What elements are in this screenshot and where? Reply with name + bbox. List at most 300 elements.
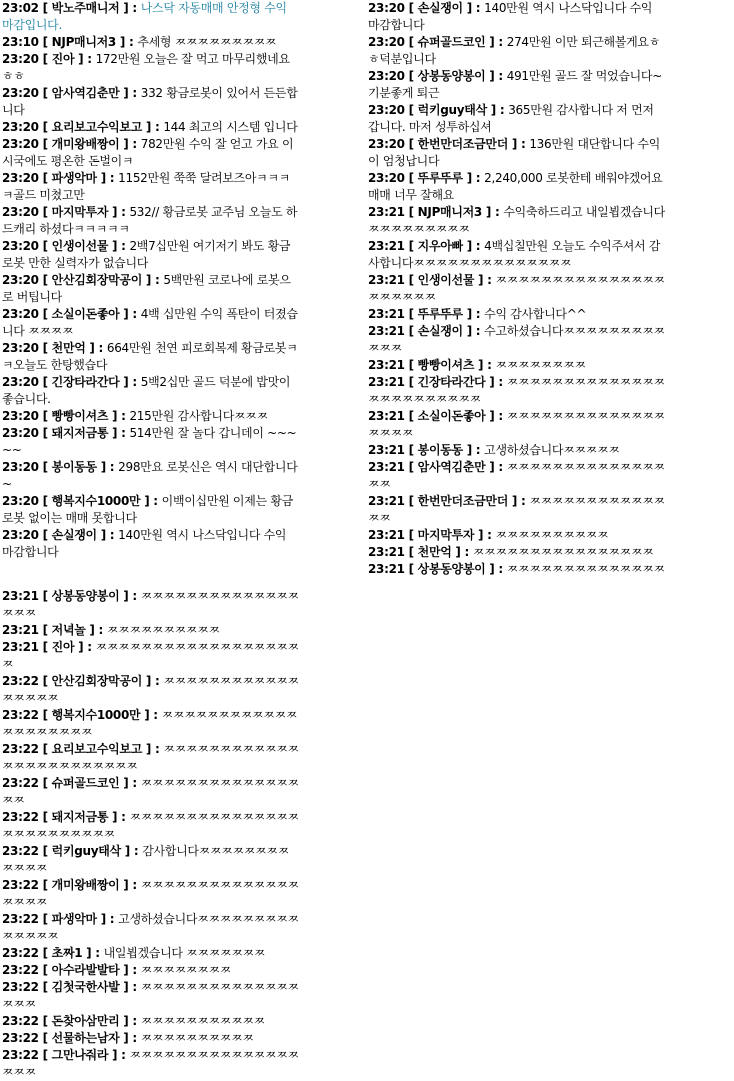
message-nickname[interactable]: 그만나줘라 bbox=[51, 1048, 109, 1062]
nick-close-bracket: ] : bbox=[142, 120, 164, 134]
nick-open-bracket: [ bbox=[404, 307, 418, 321]
message-text: 136만원 대단합니다 수익이 엄청납니다 bbox=[368, 137, 660, 168]
message-time: 23:20 bbox=[2, 137, 39, 151]
chat-log-panel-1[interactable] bbox=[0, 0, 302, 559]
nick-open-bracket: [ bbox=[38, 52, 52, 66]
message-nickname[interactable]: 진아 bbox=[51, 640, 75, 654]
message-time: 23:22 bbox=[2, 810, 39, 824]
chat-message bbox=[2, 622, 300, 639]
message-nickname[interactable]: 안산김회장막공이 bbox=[51, 674, 142, 688]
message-nickname[interactable]: 뚜루뚜루 bbox=[417, 171, 463, 185]
nick-close-bracket: ] : bbox=[108, 205, 130, 219]
nick-close-bracket: ] : bbox=[474, 358, 496, 372]
chat-message bbox=[368, 0, 666, 34]
nick-open-bracket: [ bbox=[38, 912, 52, 926]
message-text: 664만원 천연 피로회복제 황금로봇ㅋㅋ오늘도 한탕했습다 bbox=[2, 341, 298, 372]
nick-open-bracket: [ bbox=[38, 878, 52, 892]
message-nickname[interactable]: 긴장타라간다 bbox=[417, 375, 486, 389]
chat-message bbox=[2, 85, 300, 119]
message-nickname[interactable]: 김첫국한사발 bbox=[51, 980, 120, 994]
chat-message bbox=[2, 119, 300, 136]
nick-open-bracket: [ bbox=[38, 946, 52, 960]
nick-open-bracket: [ bbox=[404, 460, 418, 474]
message-time: 23:21 bbox=[368, 358, 405, 372]
nick-close-bracket: ] : bbox=[108, 409, 130, 423]
message-time: 23:21 bbox=[368, 239, 405, 253]
message-text: ㅉㅉㅉㅉㅉㅉㅉㅉㅉㅉㅉㅉㅉㅉㅉㅉㅉㅉㅉㅉㅉㅉㅉㅉ bbox=[2, 742, 299, 773]
message-time: 23:20 bbox=[2, 426, 39, 440]
nick-open-bracket: [ bbox=[404, 1, 418, 15]
nick-open-bracket: [ bbox=[38, 307, 52, 321]
message-text: ㅉㅉㅉㅉㅉㅉㅉㅉ bbox=[495, 358, 586, 372]
chat-message bbox=[2, 877, 300, 911]
message-time: 23:20 bbox=[368, 103, 405, 117]
nick-close-bracket: ] : bbox=[108, 426, 130, 440]
chat-message bbox=[2, 1047, 300, 1081]
message-time: 23:22 bbox=[2, 912, 39, 926]
nick-open-bracket: [ bbox=[38, 341, 52, 355]
chat-message bbox=[2, 425, 300, 459]
nick-open-bracket: [ bbox=[38, 205, 52, 219]
chat-message bbox=[2, 340, 300, 374]
message-nickname[interactable]: 파생악마 bbox=[51, 171, 97, 185]
chat-message bbox=[2, 204, 300, 238]
nick-open-bracket: [ bbox=[404, 239, 418, 253]
message-nickname[interactable]: 슈퍼골드코인 bbox=[51, 776, 120, 790]
chat-log-panel-3[interactable] bbox=[0, 588, 302, 1079]
message-text: ㅉㅉㅉㅉㅉㅉㅉㅉㅉㅉㅉㅉㅉㅉㅉㅉㅉㅉ bbox=[2, 1048, 299, 1079]
message-text: ㅉㅉㅉㅉㅉㅉㅉㅉㅉㅉㅉㅉㅉㅉㅉㅉㅉ bbox=[2, 589, 299, 620]
message-time: 23:22 bbox=[2, 963, 39, 977]
chat-message bbox=[368, 442, 666, 459]
chat-message bbox=[368, 544, 666, 561]
chat-message bbox=[368, 34, 666, 68]
message-nickname[interactable]: 빵빵이셔츠 bbox=[417, 358, 475, 372]
message-time: 23:20 bbox=[2, 460, 39, 474]
message-nickname[interactable]: 지우아빠 bbox=[417, 239, 463, 253]
message-nickname[interactable]: 빵빵이셔츠 bbox=[51, 409, 109, 423]
message-text: 5백만원 코로나에 로봇으로 버팁니다 bbox=[2, 273, 291, 304]
message-nickname[interactable]: 암사역김춘만 bbox=[51, 86, 120, 100]
message-time: 23:20 bbox=[2, 494, 39, 508]
message-text: ㅉㅉㅉㅉㅉㅉㅉㅉㅉㅉㅉㅉㅉㅉㅉㅉㅉㅉㅉㅉㅉㅉㅉㅉㅉ bbox=[2, 810, 299, 841]
message-nickname[interactable]: 손실쟁이 bbox=[417, 1, 463, 15]
chat-message bbox=[2, 809, 300, 843]
chat-message bbox=[2, 962, 300, 979]
message-time: 23:20 bbox=[2, 375, 39, 389]
chat-message bbox=[2, 170, 300, 204]
chat-message-list bbox=[366, 0, 668, 578]
nick-open-bracket: [ bbox=[38, 239, 52, 253]
message-nickname[interactable]: 요리보고수익보고 bbox=[51, 742, 142, 756]
message-nickname[interactable]: 천만억 bbox=[417, 545, 452, 559]
nick-open-bracket: [ bbox=[404, 443, 418, 457]
message-time: 23:20 bbox=[2, 307, 39, 321]
chat-message bbox=[368, 136, 666, 170]
message-nickname[interactable]: 슈퍼골드코인 bbox=[417, 35, 486, 49]
nick-close-bracket: ] : bbox=[119, 137, 141, 151]
chat-message bbox=[2, 34, 300, 51]
message-text: 782만원 수익 잘 얻고 가요 이 시국에도 평온한 돈벌이ㅋ bbox=[2, 137, 294, 168]
message-nickname[interactable]: 개미왕배짱이 bbox=[51, 878, 120, 892]
nick-open-bracket: [ bbox=[38, 708, 52, 722]
message-text: ㅉㅉㅉㅉㅉㅉㅉㅉㅉㅉㅉㅉㅉㅉㅉㅉㅉㅉㅉㅉㅉㅉㅉㅉ bbox=[368, 375, 665, 406]
message-time: 23:20 bbox=[368, 1, 405, 15]
message-text: ㅉㅉㅉㅉㅉㅉㅉㅉㅉㅉㅉㅉㅉㅉㅉㅉㅉㅉㅉ bbox=[2, 640, 299, 671]
message-time: 23:21 bbox=[368, 307, 405, 321]
message-text: 5백2십만 골드 덕분에 밥맛이 좋습니다. bbox=[2, 375, 291, 406]
message-nickname[interactable]: 돈찾아삼만리 bbox=[51, 1014, 120, 1028]
message-nickname[interactable]: 아수라발발타 bbox=[51, 963, 120, 977]
nick-open-bracket: [ bbox=[404, 205, 418, 219]
message-nickname[interactable]: 손실쟁이 bbox=[417, 324, 463, 338]
message-text: ㅉㅉㅉㅉㅉㅉㅉㅉㅉㅉㅉㅉㅉㅉ bbox=[506, 562, 665, 576]
message-nickname[interactable]: 저녁놀 bbox=[51, 623, 86, 637]
nick-close-bracket: ] : bbox=[474, 528, 496, 542]
message-time: 23:22 bbox=[2, 1048, 39, 1062]
nick-open-bracket: [ bbox=[38, 674, 52, 688]
message-text: ㅉㅉㅉㅉㅉㅉㅉㅉㅉㅉㅉㅉㅉㅉㅉㅉㅉ bbox=[2, 674, 299, 705]
message-time: 23:22 bbox=[2, 844, 39, 858]
chat-message bbox=[2, 775, 300, 809]
message-nickname[interactable]: NJP매니저3 bbox=[417, 205, 482, 219]
chat-message bbox=[2, 911, 300, 945]
message-text: 수고하셨습니다ㅉㅉㅉㅉㅉㅉㅉㅉㅉㅉㅉㅉ bbox=[368, 324, 665, 355]
message-nickname[interactable]: 천만억 bbox=[51, 341, 86, 355]
nick-open-bracket: [ bbox=[404, 375, 418, 389]
nick-close-bracket: ] : bbox=[482, 205, 504, 219]
message-text: ㅉㅉㅉㅉㅉㅉㅉㅉㅉㅉㅉㅉㅉㅉㅉㅉㅉ bbox=[2, 980, 299, 1011]
message-time: 23:22 bbox=[2, 878, 39, 892]
message-time: 23:21 bbox=[2, 640, 39, 654]
nick-open-bracket: [ bbox=[404, 273, 418, 287]
message-text: 2백7십만원 여기저기 봐도 황금로봇 만한 실력자가 없습니다 bbox=[2, 239, 291, 270]
chat-message bbox=[368, 238, 666, 272]
nick-open-bracket: [ bbox=[404, 35, 418, 49]
message-nickname[interactable]: 마지막투자 bbox=[51, 205, 109, 219]
message-text: 고생하셨습니다ㅉㅉㅉㅉㅉㅉㅉㅉㅉㅉㅉㅉㅉㅉ bbox=[2, 912, 299, 943]
chat-message bbox=[2, 493, 300, 527]
message-nickname[interactable]: 한번만더조금만더 bbox=[417, 137, 508, 151]
message-nickname[interactable]: 긴장타라간다 bbox=[51, 375, 120, 389]
nick-close-bracket: ] : bbox=[142, 742, 164, 756]
message-nickname[interactable]: 개미왕배짱이 bbox=[51, 137, 120, 151]
nick-close-bracket: ] : bbox=[462, 443, 485, 457]
message-time: 23:21 bbox=[368, 409, 405, 423]
message-nickname[interactable]: 한번만더조금만더 bbox=[417, 494, 508, 508]
message-text: 2,240,000 로봇한테 배워야겠어요 매매 너무 잘해요 bbox=[368, 171, 663, 202]
message-time: 23:21 bbox=[368, 375, 405, 389]
nick-open-bracket: [ bbox=[38, 460, 52, 474]
nick-open-bracket: [ bbox=[38, 273, 52, 287]
message-nickname[interactable]: 인생이선물 bbox=[51, 239, 109, 253]
message-text: ㅉㅉㅉㅉㅉㅉㅉㅉ bbox=[140, 963, 232, 977]
message-time: 23:21 bbox=[368, 545, 405, 559]
nick-close-bracket: ] : bbox=[85, 623, 107, 637]
message-time: 23:21 bbox=[368, 460, 405, 474]
message-nickname[interactable]: 박노주매니저 bbox=[51, 1, 120, 15]
nick-open-bracket: [ bbox=[38, 171, 52, 185]
nick-open-bracket: [ bbox=[404, 528, 418, 542]
message-nickname[interactable]: 봉이동동 bbox=[51, 460, 97, 474]
message-time: 23:22 bbox=[2, 742, 39, 756]
message-time: 23:20 bbox=[2, 205, 39, 219]
message-nickname[interactable]: 행복지수1000만 bbox=[51, 708, 141, 722]
nick-open-bracket: [ bbox=[38, 375, 52, 389]
message-nickname[interactable]: 상봉동양봉이 bbox=[417, 69, 486, 83]
chat-message bbox=[2, 374, 300, 408]
message-time: 23:20 bbox=[2, 52, 39, 66]
message-text: 365만원 감사합니다 저 먼저 갑니다. 마저 성투하십셔 bbox=[368, 103, 654, 134]
message-time: 23:20 bbox=[2, 528, 39, 542]
message-text: 고생하셨습니다ㅉㅉㅉㅉㅉ bbox=[484, 443, 620, 457]
message-text: ㅉㅉㅉㅉㅉㅉㅉㅉㅉㅉㅉㅉㅉㅉㅉㅉㅉㅉ bbox=[2, 878, 299, 909]
nick-close-bracket: ] : bbox=[116, 35, 138, 49]
message-text: 298만요 로봇신은 역시 대단합니다~ bbox=[2, 460, 298, 491]
message-time: 23:22 bbox=[2, 708, 39, 722]
message-text: 4백 십만원 수익 폭탄이 터졌습니다 ㅉㅉㅉㅉ bbox=[2, 307, 298, 338]
nick-close-bracket: ] : bbox=[142, 674, 164, 688]
nick-close-bracket: ] : bbox=[485, 562, 507, 576]
message-nickname[interactable]: 손실쟁이 bbox=[51, 528, 97, 542]
chat-message bbox=[2, 136, 300, 170]
nick-close-bracket: ] : bbox=[119, 375, 141, 389]
nick-close-bracket: ] : bbox=[96, 171, 119, 185]
message-time: 23:21 bbox=[2, 623, 39, 637]
message-text: 추세형 ㅉㅉㅉㅉㅉㅉㅉㅉㅉ bbox=[137, 35, 277, 49]
message-time: 23:20 bbox=[368, 171, 405, 185]
message-time: 23:21 bbox=[368, 324, 405, 338]
chat-message bbox=[368, 493, 666, 527]
message-nickname[interactable]: 안산김회장막공이 bbox=[51, 273, 142, 287]
nick-close-bracket: ] : bbox=[96, 912, 119, 926]
message-time: 23:21 bbox=[368, 494, 405, 508]
nick-open-bracket: [ bbox=[404, 103, 418, 117]
nick-open-bracket: [ bbox=[38, 137, 52, 151]
message-nickname[interactable]: 돼지저금통 bbox=[51, 426, 109, 440]
nick-open-bracket: [ bbox=[38, 528, 52, 542]
message-text: ㅉㅉㅉㅉㅉㅉㅉㅉㅉㅉ bbox=[106, 623, 220, 637]
nick-open-bracket: [ bbox=[38, 494, 52, 508]
message-text: ㅉㅉㅉㅉㅉㅉㅉㅉㅉㅉㅉㅉㅉㅉㅉㅉ bbox=[368, 460, 665, 491]
message-time: 23:20 bbox=[2, 86, 39, 100]
message-time: 23:20 bbox=[368, 69, 405, 83]
chat-message bbox=[2, 408, 300, 425]
message-nickname[interactable]: 상봉동양봉이 bbox=[51, 589, 120, 603]
nick-open-bracket: [ bbox=[404, 171, 418, 185]
message-time: 23:21 bbox=[368, 443, 405, 457]
chat-message bbox=[2, 1030, 300, 1047]
chat-message bbox=[368, 170, 666, 204]
message-text: ㅉㅉㅉㅉㅉㅉㅉㅉㅉㅉㅉㅉㅉㅉㅉㅉ bbox=[2, 776, 299, 807]
chat-message bbox=[368, 357, 666, 374]
nick-open-bracket: [ bbox=[404, 545, 418, 559]
nick-close-bracket: ] : bbox=[485, 460, 507, 474]
message-time: 23:22 bbox=[2, 776, 39, 790]
nick-open-bracket: [ bbox=[404, 69, 418, 83]
nick-open-bracket: [ bbox=[38, 1, 52, 15]
nick-close-bracket: ] : bbox=[119, 1031, 141, 1045]
message-text: 수익축하드리고 내일뵙겠습니다 ㅉㅉㅉㅉㅉㅉㅉㅉㅉ bbox=[368, 205, 665, 236]
message-text: ㅉㅉㅉㅉㅉㅉㅉㅉㅉㅉㅉㅉㅉㅉㅉㅉㅉㅉㅉㅉㅉ bbox=[368, 273, 665, 304]
nick-close-bracket: ] : bbox=[140, 708, 162, 722]
message-time: 23:20 bbox=[2, 409, 39, 423]
message-nickname[interactable]: 소실이돈좋아 bbox=[417, 409, 486, 423]
chat-message bbox=[2, 527, 300, 561]
message-text: ㅉㅉㅉㅉㅉㅉㅉㅉㅉㅉㅉㅉㅉㅉㅉㅉㅉㅉㅉㅉ bbox=[2, 708, 298, 739]
nick-close-bracket: ] : bbox=[485, 35, 507, 49]
message-nickname[interactable]: 선물하는남자 bbox=[51, 1031, 120, 1045]
message-nickname[interactable]: 럭키guy태삭 bbox=[417, 103, 487, 117]
message-time: 23:21 bbox=[2, 589, 39, 603]
message-nickname[interactable]: 뚜루뚜루 bbox=[417, 307, 463, 321]
chat-message bbox=[2, 51, 300, 85]
message-nickname[interactable]: 돼지저금통 bbox=[51, 810, 109, 824]
nick-close-bracket: ] : bbox=[451, 545, 473, 559]
nick-open-bracket: [ bbox=[38, 980, 52, 994]
nick-open-bracket: [ bbox=[38, 844, 52, 858]
message-time: 23:21 bbox=[368, 528, 405, 542]
nick-close-bracket: ] : bbox=[140, 494, 162, 508]
chat-message bbox=[368, 527, 666, 544]
nick-open-bracket: [ bbox=[38, 409, 52, 423]
message-nickname[interactable]: 소실이돈좋아 bbox=[51, 307, 120, 321]
chat-message bbox=[368, 561, 666, 578]
chat-log-panel-2[interactable] bbox=[366, 0, 668, 576]
nick-close-bracket: ] : bbox=[82, 946, 104, 960]
nick-open-bracket: [ bbox=[38, 742, 52, 756]
message-time: 23:20 bbox=[2, 273, 39, 287]
message-nickname[interactable]: 상봉동양봉이 bbox=[417, 562, 486, 576]
message-nickname[interactable]: 럭키guy태삭 bbox=[51, 844, 121, 858]
message-text: 수익 감사합니다^^ bbox=[484, 307, 587, 321]
chat-message bbox=[368, 68, 666, 102]
message-text: 내일뵙겠습니다 ㅉㅉㅉㅉㅉㅉㅉ bbox=[103, 946, 266, 960]
message-time: 23:20 bbox=[2, 120, 39, 134]
nick-close-bracket: ] : bbox=[74, 52, 96, 66]
chat-message bbox=[2, 272, 300, 306]
nick-close-bracket: ] : bbox=[96, 460, 119, 474]
nick-close-bracket: ] : bbox=[119, 878, 141, 892]
chat-message bbox=[2, 979, 300, 1013]
message-time: 23:21 bbox=[368, 562, 405, 576]
message-text: 140만원 역시 나스닥입니다 수익 마감합니다 bbox=[368, 1, 653, 32]
chat-message bbox=[2, 707, 300, 741]
message-time: 23:20 bbox=[368, 137, 405, 151]
nick-open-bracket: [ bbox=[38, 1014, 52, 1028]
message-time: 23:10 bbox=[2, 35, 39, 49]
message-nickname[interactable]: 봉이동동 bbox=[417, 443, 463, 457]
message-text: ㅉㅉㅉㅉㅉㅉㅉㅉㅉㅉㅉㅉㅉㅉ bbox=[368, 494, 665, 525]
message-nickname[interactable]: 인생이선물 bbox=[417, 273, 475, 287]
message-nickname[interactable]: 암사역김춘만 bbox=[417, 460, 486, 474]
chat-message bbox=[2, 0, 300, 34]
message-time: 23:02 bbox=[2, 1, 39, 15]
nick-close-bracket: ] : bbox=[108, 239, 130, 253]
nick-open-bracket: [ bbox=[38, 810, 52, 824]
nick-open-bracket: [ bbox=[38, 1031, 52, 1045]
chat-message bbox=[368, 323, 666, 357]
message-nickname[interactable]: 행복지수1000만 bbox=[51, 494, 141, 508]
chat-message bbox=[368, 272, 666, 306]
chat-message bbox=[2, 639, 300, 673]
message-time: 23:21 bbox=[368, 205, 405, 219]
nick-close-bracket: ] : bbox=[119, 776, 141, 790]
message-text: 514만원 잘 놀다 갑니데이 ~~~~~ bbox=[2, 426, 297, 457]
message-text: 1152만원 쭉쭉 달려보즈아ㅋㅋㅋㅋ골드 미쳤고만 bbox=[2, 171, 291, 202]
nick-close-bracket: ] : bbox=[108, 810, 130, 824]
message-nickname[interactable]: 파생악마 bbox=[51, 912, 97, 926]
message-text: 274만원 이만 퇴근해볼게요ㅎㅎ덕분입니다 bbox=[368, 35, 660, 66]
message-text: 140만원 역시 나스닥입니다 수익 마감합니다 bbox=[2, 528, 287, 559]
chat-message bbox=[2, 843, 300, 877]
nick-open-bracket: [ bbox=[38, 35, 52, 49]
nick-open-bracket: [ bbox=[404, 324, 418, 338]
nick-close-bracket: ] : bbox=[462, 171, 485, 185]
message-text: ㅉㅉㅉㅉㅉㅉㅉㅉㅉㅉㅉㅉㅉㅉㅉㅉㅉㅉ bbox=[368, 409, 665, 440]
message-time: 23:20 bbox=[368, 35, 405, 49]
chat-message bbox=[2, 741, 300, 775]
message-nickname[interactable]: 마지막투자 bbox=[417, 528, 475, 542]
nick-close-bracket: ] : bbox=[508, 137, 530, 151]
nick-close-bracket: ] : bbox=[462, 324, 485, 338]
nick-close-bracket: ] : bbox=[485, 69, 507, 83]
chat-message bbox=[368, 459, 666, 493]
message-text: 감사합니다ㅉㅉㅉㅉㅉㅉㅉㅉㅉㅉㅉㅉ bbox=[2, 844, 290, 875]
nick-open-bracket: [ bbox=[404, 137, 418, 151]
nick-open-bracket: [ bbox=[404, 494, 418, 508]
nick-close-bracket: ] : bbox=[74, 640, 96, 654]
message-nickname[interactable]: 진아 bbox=[51, 52, 75, 66]
nick-close-bracket: ] : bbox=[142, 273, 164, 287]
message-text: ㅉㅉㅉㅉㅉㅉㅉㅉㅉㅉ bbox=[495, 528, 609, 542]
message-nickname[interactable]: 요리보고수익보고 bbox=[51, 120, 142, 134]
message-nickname[interactable]: NJP매니저3 bbox=[51, 35, 116, 49]
nick-open-bracket: [ bbox=[404, 409, 418, 423]
nick-open-bracket: [ bbox=[38, 589, 52, 603]
chat-message bbox=[368, 102, 666, 136]
message-text: 144 최고의 시스템 입니다 bbox=[163, 120, 298, 134]
message-text: 172만원 오늘은 잘 먹고 마무리했네요ㅎㅎ bbox=[2, 52, 290, 83]
chat-message bbox=[2, 306, 300, 340]
message-time: 23:22 bbox=[2, 946, 39, 960]
message-text: ㅉㅉㅉㅉㅉㅉㅉㅉㅉㅉㅉㅉㅉㅉㅉㅉ bbox=[472, 545, 654, 559]
nick-close-bracket: ] : bbox=[486, 103, 509, 117]
chat-message-list bbox=[0, 0, 302, 561]
nick-close-bracket: ] : bbox=[485, 375, 507, 389]
chat-message bbox=[2, 588, 300, 622]
message-nickname[interactable]: 초짜1 bbox=[51, 946, 83, 960]
nick-close-bracket: ] : bbox=[119, 589, 141, 603]
nick-open-bracket: [ bbox=[38, 426, 52, 440]
message-time: 23:21 bbox=[368, 273, 405, 287]
message-text: 332 황금로봇이 있어서 든든합니다 bbox=[2, 86, 298, 117]
message-time: 23:20 bbox=[2, 171, 39, 185]
chat-message bbox=[368, 306, 666, 323]
nick-close-bracket: ] : bbox=[119, 307, 141, 321]
nick-open-bracket: [ bbox=[38, 623, 52, 637]
message-text: ㅉㅉㅉㅉㅉㅉㅉㅉㅉㅉㅉ bbox=[140, 1014, 265, 1028]
message-text: ㅉㅉㅉㅉㅉㅉㅉㅉㅉㅉ bbox=[140, 1031, 254, 1045]
message-text: 나스닥 자동매매 안정형 수익 마감입니다. bbox=[2, 1, 287, 32]
chat-message bbox=[368, 408, 666, 442]
message-time: 23:22 bbox=[2, 674, 39, 688]
nick-open-bracket: [ bbox=[404, 358, 418, 372]
nick-close-bracket: ] : bbox=[108, 1048, 130, 1062]
message-text: 215만원 감사합니다ㅉㅉㅉ bbox=[129, 409, 268, 423]
nick-close-bracket: ] : bbox=[119, 1, 141, 15]
chat-message bbox=[368, 204, 666, 238]
